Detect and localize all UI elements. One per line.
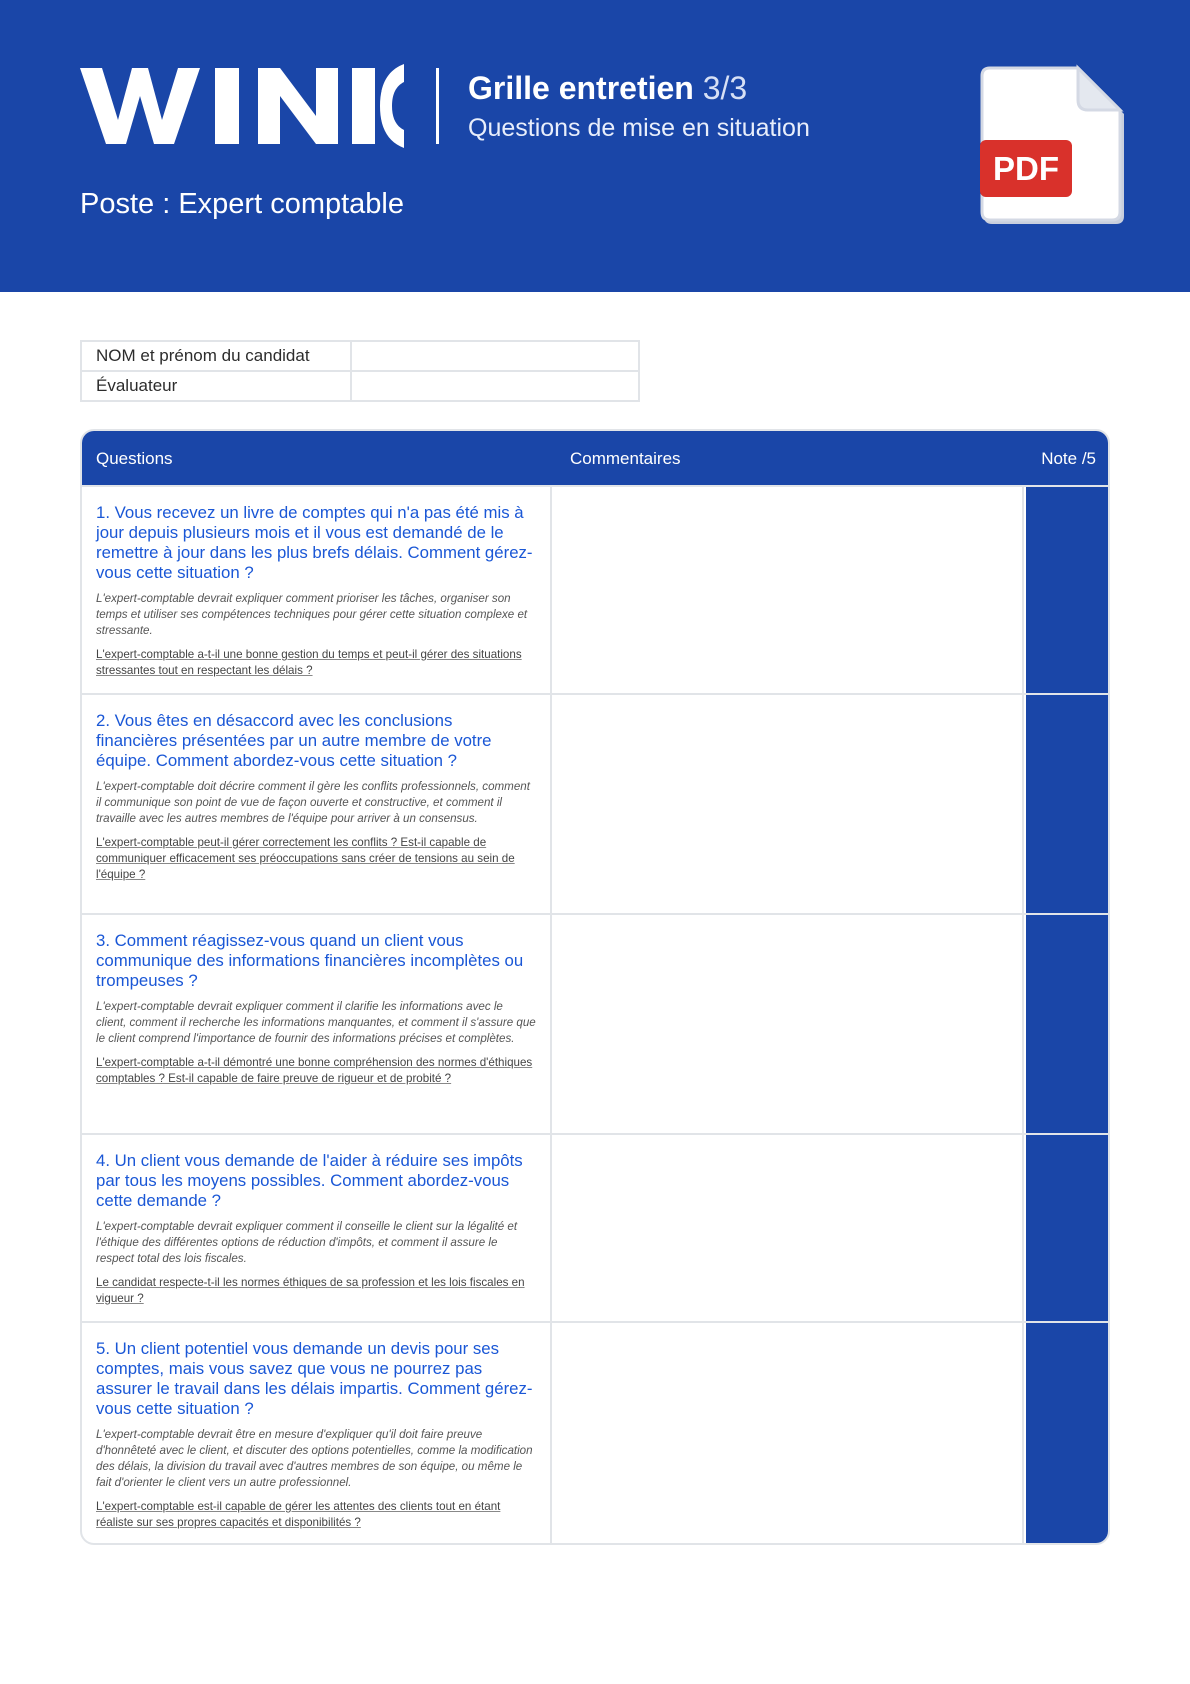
question-hint: L'expert-comptable devrait expliquer comment il conseille le client sur la légalité et l'éthique des différentes options de réduction d'impôts, et comment il assure le respect total des lois fiscales. bbox=[96, 1220, 518, 1265]
job-position: Poste : Expert comptable bbox=[80, 188, 404, 220]
question-text: 4. Un client vous demande de l'aider à réduire ses impôts par tous les moyens possibles. Comment abordez-vous cette demande ? bbox=[96, 1151, 523, 1210]
header-score: Note /5 bbox=[1041, 449, 1096, 468]
page-indicator: 3/3 bbox=[702, 70, 748, 106]
question-criteria: L'expert-comptable est-il capable de gérer les attentes des clients tout en étant réaliste sur ses propres capacités et disponibilités ? bbox=[96, 1500, 501, 1529]
question-row-1 bbox=[82, 485, 1108, 693]
question-cell bbox=[82, 487, 552, 693]
question-cell bbox=[82, 915, 552, 1133]
question-hint: L'expert-comptable devrait expliquer comment prioriser les tâches, organiser son temps et utiliser ses compétences techniques pour gérer cette situation complexe et stressante. bbox=[96, 592, 528, 637]
question-hint: L'expert-comptable doit décrire comment il gère les conflits professionnels, comment il communique son point de vue de façon ouverte et constructive, et comment il travaille avec les autres membres de l'équipe pour arriver à un consensus. bbox=[96, 780, 530, 825]
score-cell[interactable] bbox=[1026, 1135, 1108, 1321]
candidate-info-table bbox=[80, 340, 640, 402]
score-cell[interactable] bbox=[1026, 695, 1108, 913]
evaluator-field[interactable] bbox=[351, 371, 639, 401]
candidate-name-field[interactable] bbox=[351, 341, 639, 371]
grid-header bbox=[82, 431, 1108, 485]
question-criteria: Le candidat respecte-t-il les normes éthiques de sa profession et les lois fiscales en vigueur ? bbox=[96, 1276, 525, 1305]
question-text: 1. Vous recevez un livre de comptes qui n'a pas été mis à jour depuis plusieurs mois et il vous est demandé de le remettre à jour dans les plus brefs délais. Comment gérez-vous cette situation ? bbox=[96, 503, 533, 582]
pdf-badge[interactable]: PDF bbox=[980, 140, 1072, 197]
question-criteria: L'expert-comptable a-t-il une bonne gestion du temps et peut-il gérer des situations stressantes tout en respectant les délais ? bbox=[96, 648, 522, 677]
comment-cell[interactable] bbox=[552, 1323, 1024, 1545]
question-hint: L'expert-comptable devrait expliquer comment il clarifie les informations avec le client, comment il recherche les informations manquantes, et comment il s'assure que le client comprend l'importance de fournir des informations précises et complètes. bbox=[96, 1000, 536, 1045]
comment-cell[interactable] bbox=[552, 1135, 1024, 1321]
page-header bbox=[0, 0, 1190, 292]
question-row-5 bbox=[82, 1321, 1108, 1545]
question-cell bbox=[82, 1323, 552, 1545]
question-text: 2. Vous êtes en désaccord avec les conclusions financières présentées par un autre membre de votre équipe. Comment abordez-vous cette situation ? bbox=[96, 711, 492, 770]
evaluator-row bbox=[81, 371, 639, 401]
score-cell[interactable] bbox=[1026, 915, 1108, 1133]
question-cell bbox=[82, 1135, 552, 1321]
comment-cell[interactable] bbox=[552, 487, 1024, 693]
score-cell[interactable] bbox=[1026, 487, 1108, 693]
comment-cell[interactable] bbox=[552, 695, 1024, 913]
page-subtitle: Questions de mise en situation bbox=[468, 114, 810, 142]
score-cell[interactable] bbox=[1026, 1323, 1108, 1545]
question-row-3 bbox=[82, 913, 1108, 1133]
title-text: Grille entretien bbox=[468, 70, 694, 106]
question-row-4 bbox=[82, 1133, 1108, 1321]
questions-grid bbox=[80, 429, 1110, 1545]
page-title bbox=[468, 70, 747, 107]
header-questions: Questions bbox=[96, 449, 173, 468]
wink-logo bbox=[80, 64, 405, 148]
evaluator-label: Évaluateur bbox=[81, 371, 351, 401]
question-text: 5. Un client potentiel vous demande un devis pour ses comptes, mais vous savez que vous ne pourrez pas assurer le travail dans les délais impartis. Comment gérez-vous cette situation ? bbox=[96, 1339, 533, 1418]
candidate-name-row bbox=[81, 341, 639, 371]
question-row-2 bbox=[82, 693, 1108, 913]
header-comments: Commentaires bbox=[570, 449, 681, 468]
question-hint: L'expert-comptable devrait être en mesure d'expliquer qu'il doit faire preuve d'honnêteté avec le client, et discuter des options potentielles, comme la modification des délais, la division du travail avec d'autres membres de son équipe, ou même le fait d'orienter le client vers un autre professionnel. bbox=[96, 1428, 533, 1489]
question-criteria: L'expert-comptable a-t-il démontré une bonne compréhension des normes d'éthiques comptables ? Est-il capable de faire preuve de rigueur et de probité ? bbox=[96, 1056, 533, 1085]
question-text: 3. Comment réagissez-vous quand un client vous communique des informations financières incomplètes ou trompeuses ? bbox=[96, 931, 524, 990]
question-cell bbox=[82, 695, 552, 913]
question-criteria: L'expert-comptable peut-il gérer correctement les conflits ? Est-il capable de communiquer efficacement ses préoccupations sans créer de tensions au sein de l'équipe ? bbox=[96, 836, 515, 881]
header-divider bbox=[436, 68, 439, 144]
comment-cell[interactable] bbox=[552, 915, 1024, 1133]
candidate-name-label: NOM et prénom du candidat bbox=[81, 341, 351, 371]
